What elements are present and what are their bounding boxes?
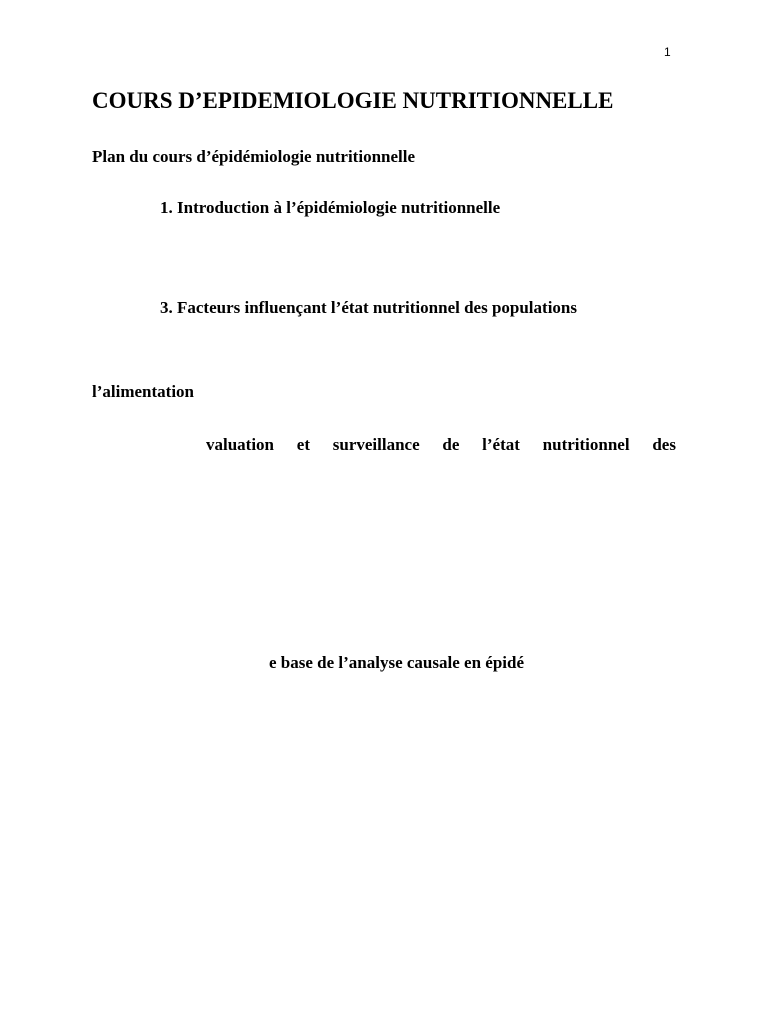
evaluation-word: surveillance (332, 435, 420, 454)
evaluation-word: et (296, 435, 310, 454)
evaluation-word: valuation (206, 435, 275, 454)
text-fragment-causal-analysis: e base de l’analyse causale en épidé (269, 653, 524, 672)
text-fragment-alimentation: l’alimentation (92, 382, 194, 401)
text-fragment-evaluation (206, 434, 676, 456)
evaluation-word: l’état (482, 435, 520, 454)
plan-heading: Plan du cours d’épidémiologie nutritionnelle (92, 147, 416, 166)
page-number: 1 (664, 45, 671, 59)
plan-item-3: 3. Facteurs influençant l’état nutritionnel des populations (160, 298, 577, 317)
document-title: COURS D’EPIDEMIOLOGIE NUTRITIONNELLE (92, 88, 614, 113)
evaluation-word: de (442, 435, 460, 454)
evaluation-word: nutritionnel (542, 435, 630, 454)
evaluation-word: des (652, 435, 676, 454)
plan-item-1: 1. Introduction à l’épidémiologie nutritionnelle (160, 198, 501, 217)
